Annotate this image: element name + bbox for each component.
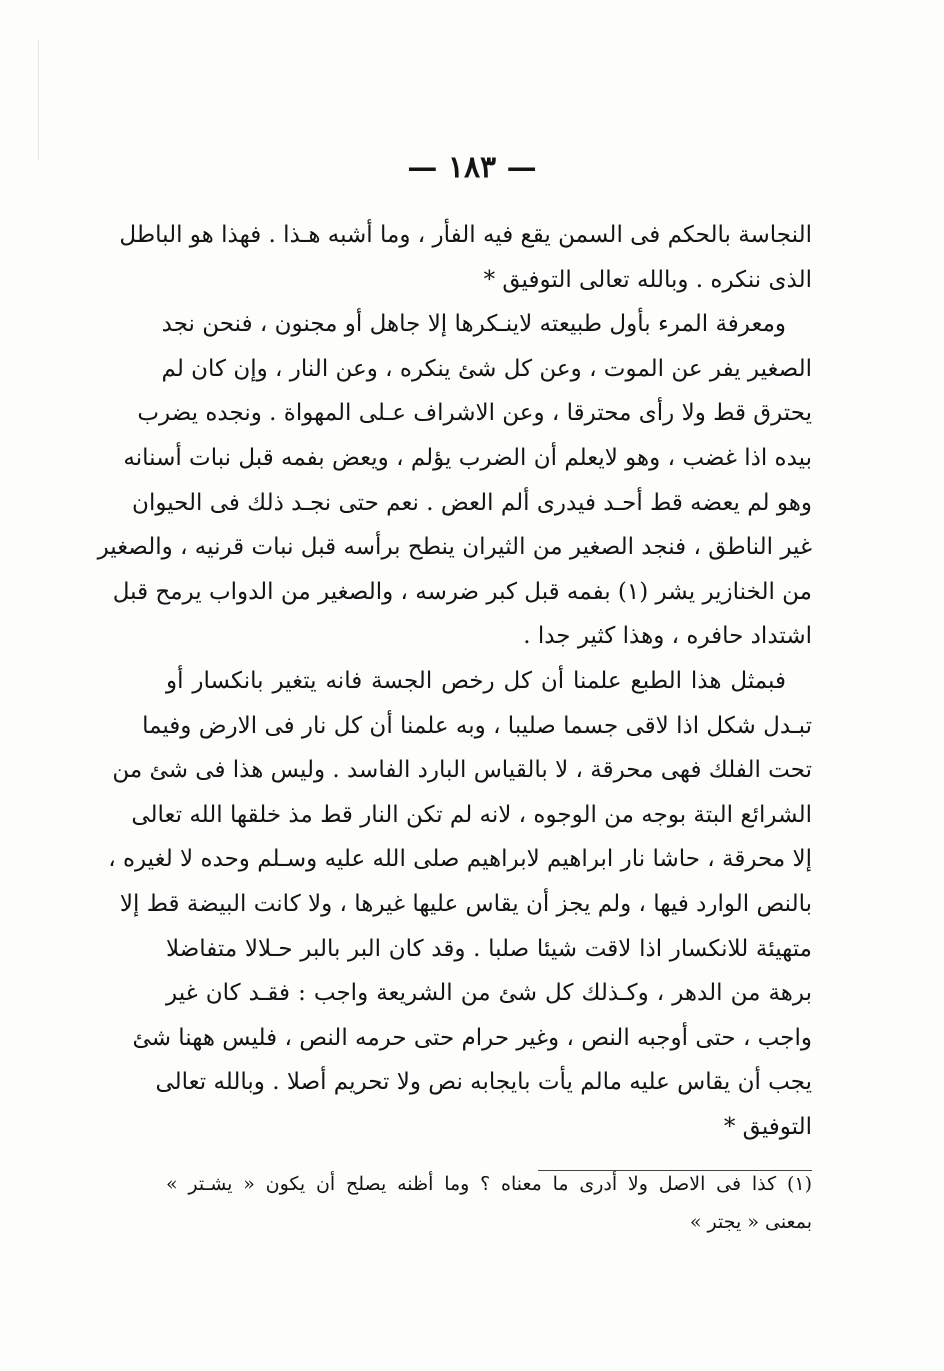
- text-line: اشتداد حافره ، وهذا كثير جدا .: [523, 623, 812, 650]
- text-line: تبـدل شكل اذا لاقى جسما صليبا ، وبه علمنا أن كل نار فى الارض وفيما: [142, 712, 812, 739]
- footnote-line: (١) كذا فى الاصل ولا أدرى ما معناه ؟ وما أظنه يصلح أن يكون « يشـتر »: [166, 1173, 812, 1195]
- text-line: الذى ننكره . وبالله تعالى التوفيق *: [483, 266, 812, 293]
- text-line: تحت الفلك فهى محرقة ، لا بالقياس البارد الفاسد . وليس هذا فى شئ من: [112, 757, 812, 784]
- text-line: يجب أن يقاس عليه مالم يأت بايجابه نص ولا تحريم أصلا . وبالله تعالى: [155, 1069, 812, 1096]
- footnote-line: بمعنى « يجتر »: [689, 1211, 812, 1233]
- text-line: الشرائع البتة بوجه من الوجوه ، لانه لم تكن النار قط مذ خلقها الله تعالى: [131, 801, 812, 828]
- text-line: بيده اذا غضب ، وهو لايعلم أن الضرب يؤلم ، ويعض بفمه قبل نبات أسنانه: [123, 444, 812, 471]
- text-line: التوفيق *: [723, 1113, 812, 1140]
- footnote: [166, 1165, 812, 1241]
- text-line: بالنص الوارد فيها ، ولم يجز أن يقاس عليها غيرها ، ولا كانت البيضة قط إلا: [119, 890, 812, 917]
- text-line: غير الناطق ، فنجد الصغير من الثيران ينطح برأسه قبل نبات قرنيه ، والصغير: [97, 534, 812, 561]
- text-line: فبمثل هذا الطبع علمنا أن كل رخص الجسة فانه يتغير بانكسار أو: [166, 667, 786, 694]
- text-line: متهيئة للانكسار اذا لاقت شيئا صلبا . وقد كان البر بالبر حـلالا متفاضلا: [166, 935, 812, 962]
- text-line: وهو لم يعضه قط أحـد فيدرى ألم العض . نعم حتى نجـد ذلك فى الحيوان: [132, 489, 812, 516]
- text-line: النجاسة بالحكم فى السمن يقع فيه الفأر ، وما أشبه هـذا . فهذا هو الباطل: [119, 222, 812, 248]
- page-number: — ١٨٣ —: [407, 150, 537, 185]
- text-line: برهة من الدهر ، وكـذلك كل شئ من الشريعة واجب : فقـد كان غير: [166, 980, 812, 1007]
- text-line: الصغير يفر عن الموت ، وعن كل شئ ينكره ، وعن النار ، وإن كان لم: [161, 355, 812, 382]
- text-line: من الخنازير يشر (١) بفمه قبل كبر ضرسه ، والصغير من الدواب يرمح قبل: [112, 578, 812, 605]
- body-text: [97, 213, 812, 1149]
- text-line: واجب ، حتى أوجبه النص ، وغير حرام حتى حرمه النص ، فليس ههنا شئ: [132, 1024, 812, 1051]
- text-line: يحترق قط ولا رأى محترقا ، وعن الاشراف عـلى المهواة . ونجده يضرب: [137, 400, 812, 427]
- text-line: ومعرفة المرء بأول طبيعته لاينـكرها إلا جاهل أو مجنون ، فنحن نجد: [161, 311, 786, 338]
- page-edge-mark: [38, 40, 39, 160]
- text-line: إلا محرقة ، حاشا نار ابراهيم لابراهيم صلى الله عليه وسـلم وحده لا لغيره ،: [108, 846, 812, 873]
